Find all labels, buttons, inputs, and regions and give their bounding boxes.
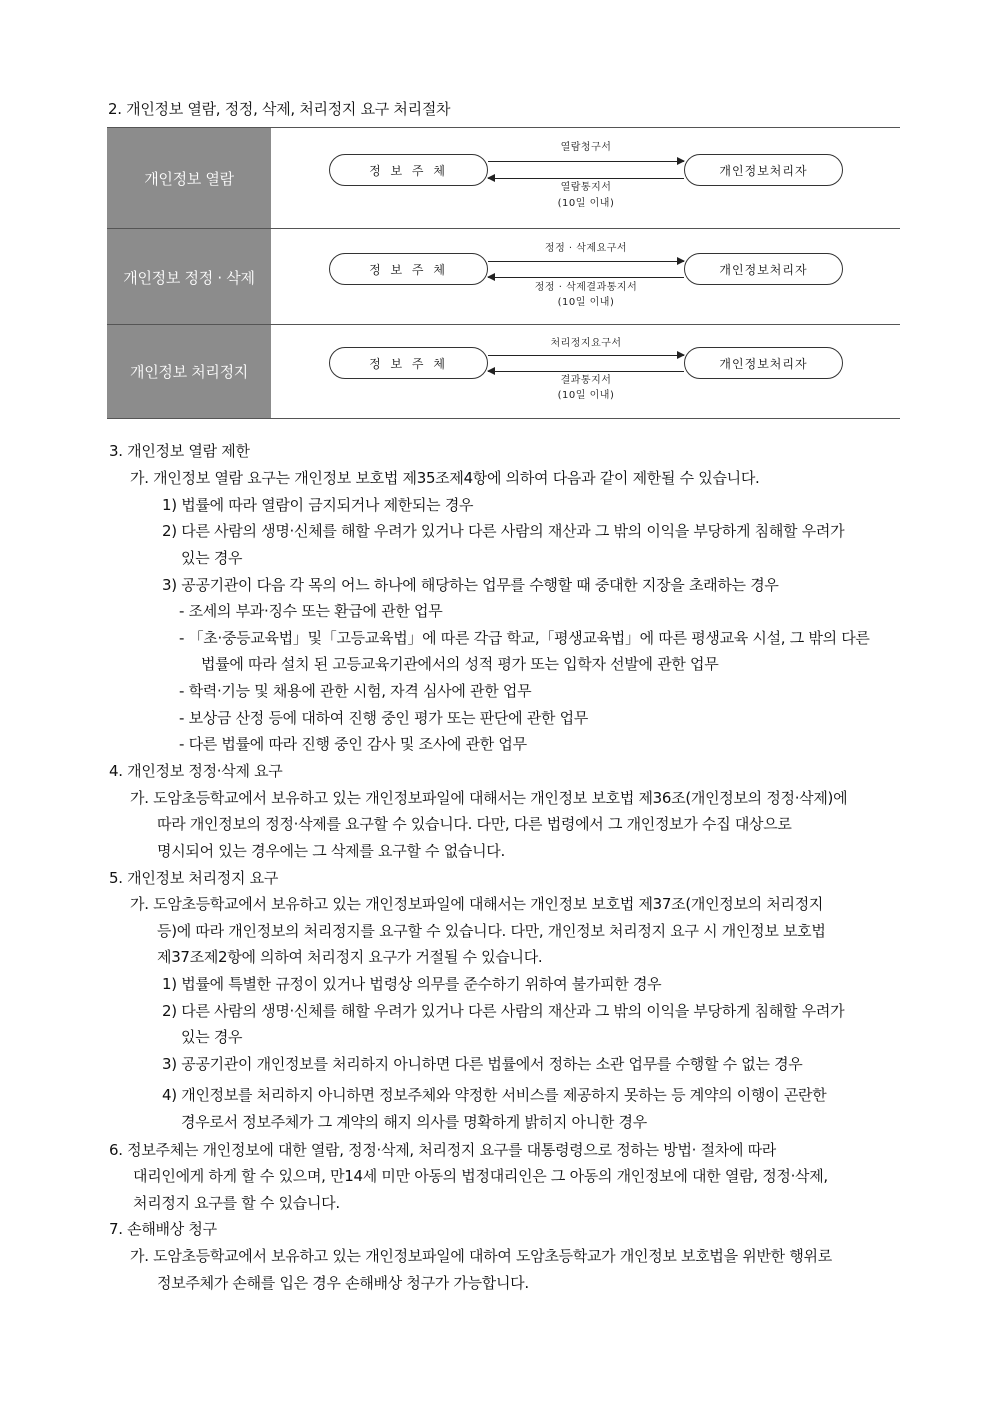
- list-item: 3) 공공기관이 다음 각 목의 어느 하나에 해당하는 업무를 수행할 때 중대한 지장을 초래하는 경우: [162, 576, 779, 594]
- flow-row-label: 개인정보 처리정지: [107, 325, 271, 418]
- section-2-heading: 2. 개인정보 열람, 정정, 삭제, 처리정지 요구 처리절차: [108, 100, 451, 118]
- response-label: 열람통지서: [560, 182, 612, 193]
- request-label: 정정 · 삭제요구서: [544, 243, 628, 254]
- sub-item: - 「초·중등교육법」및「고등교육법」에 따른 각급 학교,「평생교육법」에 따른 평생교육 시설, 그 밖의 다른: [179, 629, 870, 647]
- data-subject-box: 정 보 주 체: [329, 154, 488, 186]
- paragraph-line: 등)에 따라 개인정보의 처리정지를 요구할 수 있습니다. 다만, 개인정보 처리정지 요구 시 개인정보 보호법: [157, 922, 826, 940]
- response-deadline: (10일 이내): [557, 198, 615, 209]
- section-4-heading: 4. 개인정보 정정·삭제 요구: [109, 762, 283, 780]
- list-item: 1) 법률에 특별한 규정이 있거나 법령상 의무를 준수하기 위하여 불가피한 경우: [162, 975, 662, 993]
- section-6-paragraph: 6. 정보주체는 개인정보에 대한 열람, 정정·삭제, 처리정지 요구를 대통령령으로 정하는 방법· 절차에 따라: [109, 1141, 776, 1159]
- sub-item-continuation: 법률에 따라 설치 된 고등교육기관에서의 성적 평가 또는 입학자 선발에 관한 업무: [201, 655, 719, 673]
- paragraph-line: 따라 개인정보의 정정·삭제를 요구할 수 있습니다. 다만, 다른 법령에서 그 개인정보가 수집 대상으로: [157, 815, 792, 833]
- section-3-heading: 3. 개인정보 열람 제한: [109, 442, 250, 460]
- sub-item: - 조세의 부과·징수 또는 환급에 관한 업무: [179, 602, 443, 620]
- list-item-continuation: 경우로서 정보주체가 그 계약의 해지 의사를 명확하게 밝히지 아니한 경우: [181, 1113, 647, 1131]
- data-controller-box: 개인정보처리자: [684, 253, 843, 285]
- data-subject-box: 정 보 주 체: [329, 253, 488, 285]
- sub-item: - 학력·기능 및 채용에 관한 시험, 자격 심사에 관한 업무: [179, 682, 532, 700]
- response-arrow: [488, 371, 684, 372]
- request-label: 열람청구서: [560, 142, 612, 153]
- list-item: 2) 다른 사람의 생명·신체를 해할 우려가 있거나 다른 사람의 재산과 그 밖의 이익을 부당하게 침해할 우려가: [162, 522, 845, 540]
- paragraph-line: 가. 개인정보 열람 요구는 개인정보 보호법 제35조제4항에 의하여 다음과 같이 제한될 수 있습니다.: [130, 469, 760, 487]
- request-arrow: [488, 355, 684, 356]
- flow-row-access: [107, 128, 900, 228]
- sub-item: - 보상금 산정 등에 대하여 진행 중인 평가 또는 판단에 관한 업무: [179, 709, 589, 727]
- section-7-heading: 7. 손해배상 청구: [109, 1220, 217, 1238]
- flow-row-label: 개인정보 열람: [107, 128, 271, 228]
- paragraph-line: 가. 도암초등학교에서 보유하고 있는 개인정보파일에 대하여 도암초등학교가 개인정보 보호법을 위반한 행위로: [130, 1247, 832, 1265]
- data-controller-box: 개인정보처리자: [684, 347, 843, 379]
- flow-row-correction: [107, 228, 900, 325]
- paragraph-line: 처리정지 요구를 할 수 있습니다.: [133, 1194, 340, 1212]
- response-label: 정정 · 삭제결과통지서: [534, 282, 638, 293]
- response-label: 결과통지서: [560, 375, 612, 386]
- response-deadline: (10일 이내): [557, 390, 615, 401]
- section-5-heading: 5. 개인정보 처리정지 요구: [109, 869, 279, 887]
- paragraph-line: 명시되어 있는 경우에는 그 삭제를 요구할 수 없습니다.: [157, 842, 505, 860]
- paragraph-line: 정보주체가 손해를 입은 경우 손해배상 청구가 가능합니다.: [157, 1274, 529, 1292]
- list-item: 4) 개인정보를 처리하지 아니하면 정보주체와 약정한 서비스를 제공하지 못하는 등 계약의 이행이 곤란한: [162, 1086, 827, 1104]
- list-item: 2) 다른 사람의 생명·신체를 해할 우려가 있거나 다른 사람의 재산과 그 밖의 이익을 부당하게 침해할 우려가: [162, 1002, 845, 1020]
- list-item-continuation: 있는 경우: [181, 549, 243, 567]
- request-label: 처리정지요구서: [550, 338, 622, 349]
- flow-row-suspension: [107, 324, 900, 418]
- response-deadline: (10일 이내): [557, 297, 615, 308]
- list-item: 1) 법률에 따라 열람이 금지되거나 제한되는 경우: [162, 496, 474, 514]
- request-arrow: [488, 161, 684, 162]
- request-arrow: [488, 261, 684, 262]
- procedure-flow-table: [107, 127, 900, 419]
- paragraph-line: 제37조제2항에 의하여 처리정지 요구가 거절될 수 있습니다.: [157, 948, 543, 966]
- paragraph-line: 가. 도암초등학교에서 보유하고 있는 개인정보파일에 대해서는 개인정보 보호법 제36조(개인정보의 정정·삭제)에: [130, 789, 848, 807]
- list-item-continuation: 있는 경우: [181, 1028, 243, 1046]
- flow-row-label: 개인정보 정정 · 삭제: [107, 229, 271, 325]
- response-arrow: [488, 277, 684, 278]
- paragraph-line: 가. 도암초등학교에서 보유하고 있는 개인정보파일에 대해서는 개인정보 보호법 제37조(개인정보의 처리정지: [130, 895, 824, 913]
- data-subject-box: 정 보 주 체: [329, 347, 488, 379]
- response-arrow: [488, 178, 684, 179]
- list-item: 3) 공공기관이 개인정보를 처리하지 아니하면 다른 법률에서 정하는 소관 업무를 수행할 수 없는 경우: [162, 1055, 803, 1073]
- data-controller-box: 개인정보처리자: [684, 154, 843, 186]
- paragraph-line: 대리인에게 하게 할 수 있으며, 만14세 미만 아동의 법정대리인은 그 아동의 개인정보에 대한 열람, 정정·삭제,: [133, 1167, 828, 1185]
- sub-item: - 다른 법률에 따라 진행 중인 감사 및 조사에 관한 업무: [179, 735, 527, 753]
